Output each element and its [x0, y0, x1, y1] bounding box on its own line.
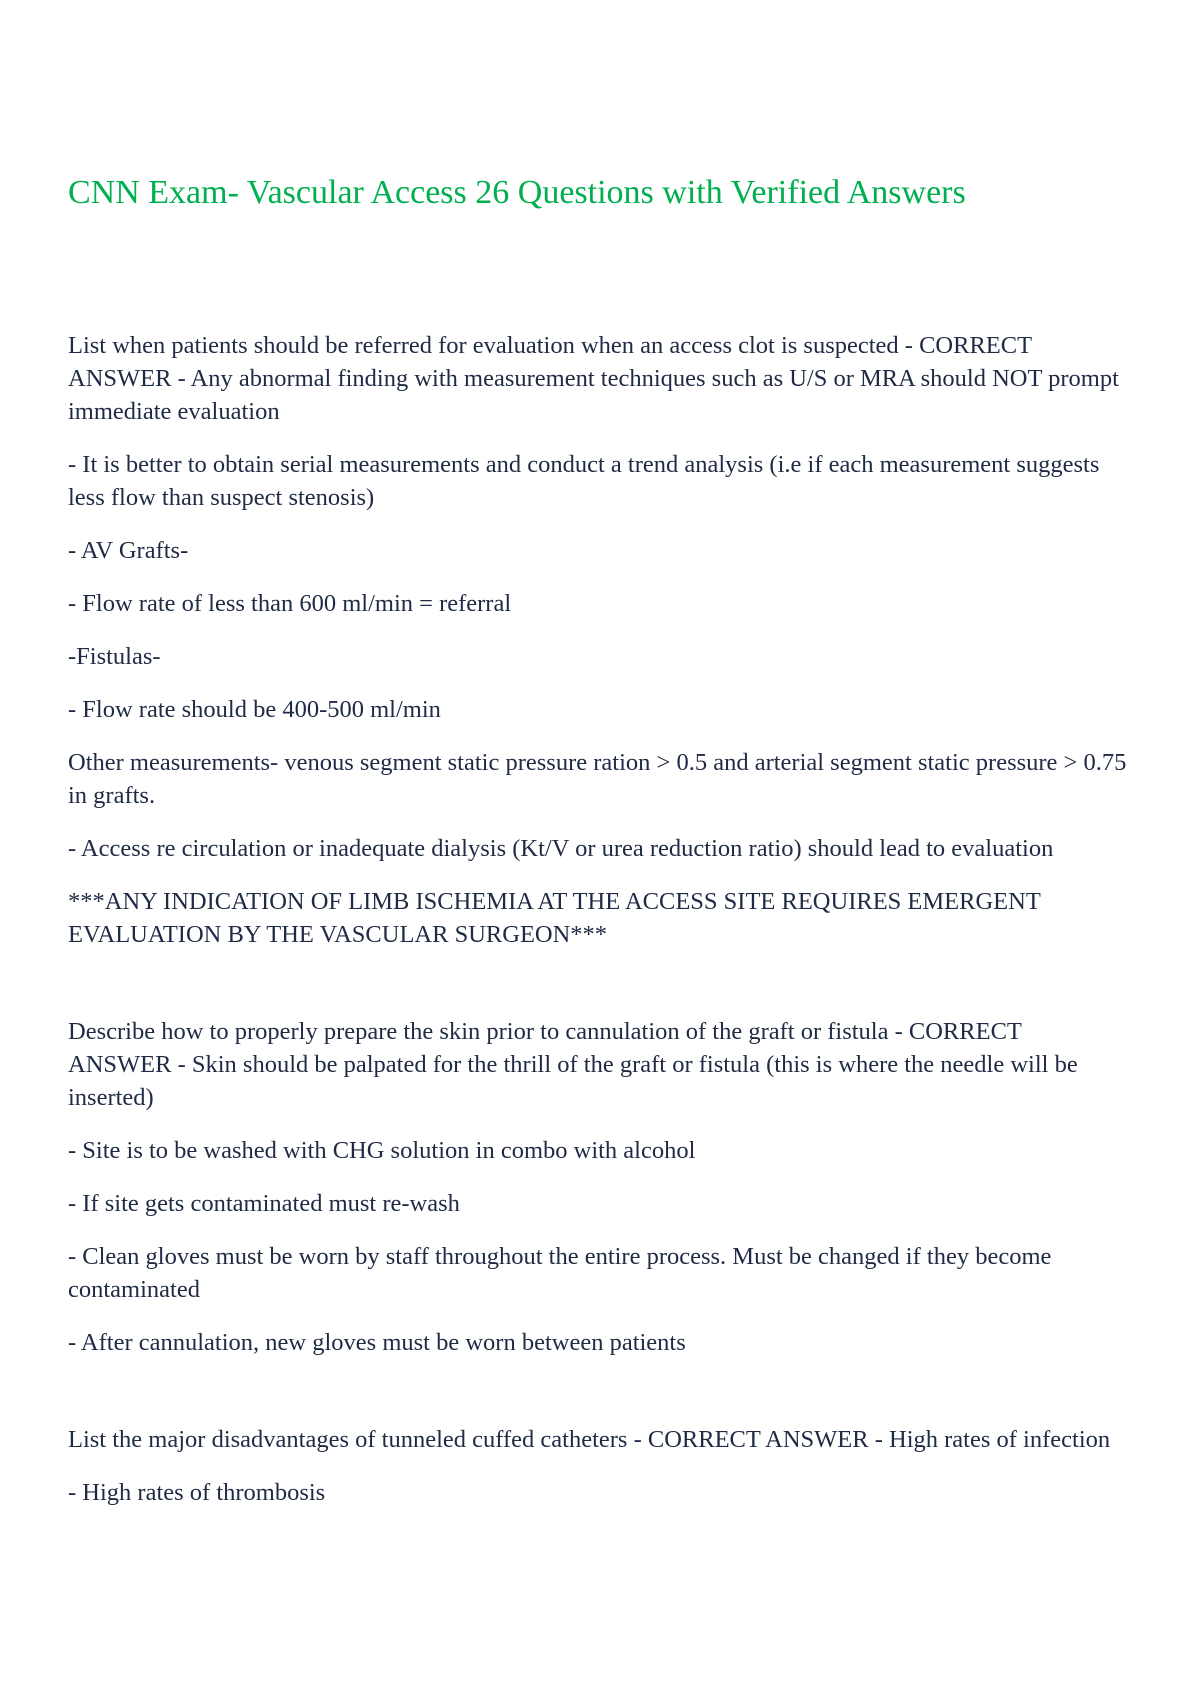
answer-paragraph: - Site is to be washed with CHG solution in combo with alcohol	[68, 1137, 696, 1164]
qa-spacer	[68, 1379, 1128, 1423]
answer-paragraph: ***ANY INDICATION OF LIMB ISCHEMIA AT THE ACCESS SITE REQUIRES EMERGENT EVALUATION BY THE VASCULAR SURGEON***	[68, 888, 1041, 948]
qa-question-answer: List the major disadvantages of tunneled cuffed catheters - CORRECT ANSWER - High rates of infection	[68, 1426, 1111, 1453]
qa-question-answer: Describe how to properly prepare the skin prior to cannulation of the graft or fistula - CORRECT ANSWER - Skin should be palpated for the thrill of the graft or fistula (this is where the needle will be inserted)	[68, 1018, 1078, 1111]
answer-paragraph: - High rates of thrombosis	[68, 1479, 326, 1506]
document-title: CNN Exam- Vascular Access 26 Questions with Verified Answers	[68, 174, 966, 211]
answer-paragraph: - Flow rate should be 400-500 ml/min	[68, 696, 441, 723]
document-content	[68, 329, 1128, 1529]
answer-paragraph: - Flow rate of less than 600 ml/min = referral	[68, 590, 512, 617]
answer-paragraph: - It is better to obtain serial measurements and conduct a trend analysis (i.e if each measurement suggests less flow than suspect stenosis)	[68, 451, 1100, 511]
qa-item	[68, 329, 1128, 951]
qa-item	[68, 1015, 1128, 1359]
answer-paragraph: - Access re circulation or inadequate dialysis (Kt/V or urea reduction ratio) should lead to evaluation	[68, 835, 1054, 862]
answer-paragraph: Other measurements- venous segment static pressure ration > 0.5 and arterial segment static pressure > 0.75 in grafts.	[68, 749, 1127, 809]
answer-paragraph: - Clean gloves must be worn by staff throughout the entire process. Must be changed if they become contaminated	[68, 1243, 1052, 1303]
answer-paragraph: - After cannulation, new gloves must be worn between patients	[68, 1329, 686, 1356]
qa-item	[68, 1423, 1128, 1509]
answer-paragraph: - AV Grafts-	[68, 537, 189, 564]
answer-paragraph: - If site gets contaminated must re-wash	[68, 1190, 460, 1217]
answer-paragraph: -Fistulas-	[68, 643, 161, 670]
qa-question-answer: List when patients should be referred for evaluation when an access clot is suspected - CORRECT ANSWER - Any abnormal finding with measurement techniques such as U/S or MRA should NOT prompt immediate evaluation	[68, 332, 1119, 425]
qa-spacer	[68, 971, 1128, 1015]
